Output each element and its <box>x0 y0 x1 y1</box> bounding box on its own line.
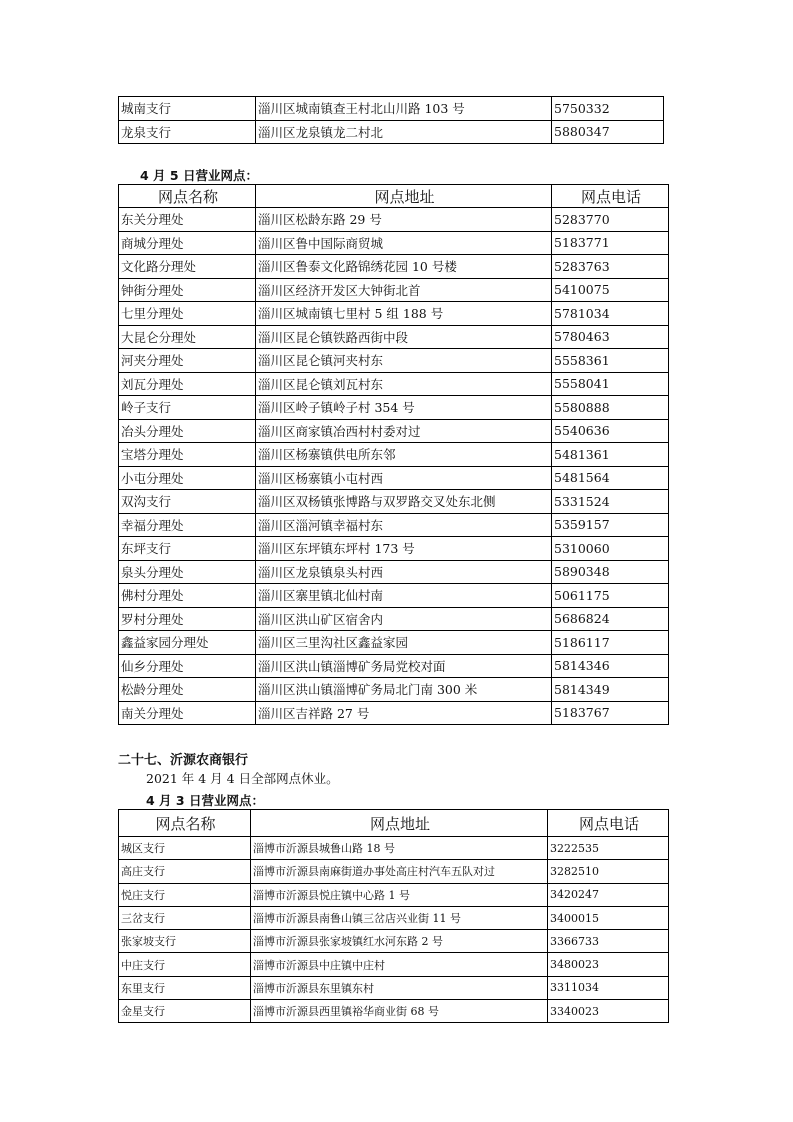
column-header-phone: 网点电话 <box>548 810 669 837</box>
branch-name-cell: 小屯分理处 <box>119 466 256 490</box>
branch-name-cell: 东里支行 <box>119 976 251 999</box>
branch-name-cell: 金星支行 <box>119 1000 251 1023</box>
table-row <box>119 466 669 490</box>
branch-phone-cell: 5183771 <box>552 231 669 255</box>
branch-address-cell: 淄川区商家镇冶西村村委对过 <box>256 419 552 443</box>
branch-table-apr3 <box>118 809 669 1023</box>
branch-phone-cell: 5359157 <box>552 513 669 537</box>
branch-phone-cell: 5814349 <box>552 678 669 702</box>
branch-address-cell: 淄博市沂源县张家坡镇红水河东路 2 号 <box>251 930 548 953</box>
table-row <box>119 372 669 396</box>
branch-phone-cell: 3366733 <box>548 930 669 953</box>
table-header-row <box>119 810 669 837</box>
branch-phone-cell: 5781034 <box>552 302 669 326</box>
branch-name-cell: 幸福分理处 <box>119 513 256 537</box>
branch-phone-cell: 5540636 <box>552 419 669 443</box>
branch-table-continued <box>118 96 664 144</box>
branch-phone-cell: 5283763 <box>552 255 669 279</box>
branch-phone-cell: 5558041 <box>552 372 669 396</box>
branch-name-cell: 双沟支行 <box>119 490 256 514</box>
column-header-address: 网点地址 <box>251 810 548 837</box>
branch-name-cell: 罗村分理处 <box>119 607 256 631</box>
branch-phone-cell: 5481361 <box>552 443 669 467</box>
branch-address-cell: 淄博市沂源县南麻街道办事处高庄村汽车五队对过 <box>251 860 548 883</box>
table-row <box>119 208 669 232</box>
closure-note: 2021 年 4 月 4 日全部网点休业。 <box>146 771 339 786</box>
table-row <box>119 396 669 420</box>
branch-address-cell: 淄川区昆仑镇刘瓦村东 <box>256 372 552 396</box>
branch-phone-cell: 5331524 <box>552 490 669 514</box>
branch-name-cell: 中庄支行 <box>119 953 251 976</box>
section-title: 二十七、沂源农商银行 <box>118 753 249 768</box>
branch-name-cell: 佛村分理处 <box>119 584 256 608</box>
branch-address-cell: 淄川区龙泉镇龙二村北 <box>256 120 552 144</box>
branch-address-cell: 淄川区杨寨镇小屯村西 <box>256 466 552 490</box>
branch-name-cell: 东坪支行 <box>119 537 256 561</box>
branch-address-cell: 淄川区松龄东路 29 号 <box>256 208 552 232</box>
branch-phone-cell: 5814346 <box>552 654 669 678</box>
branch-name-cell: 悦庄支行 <box>119 883 251 906</box>
table-row <box>119 278 669 302</box>
table-row <box>119 255 669 279</box>
branch-address-cell: 淄川区双杨镇张博路与双罗路交叉处东北侧 <box>256 490 552 514</box>
column-header-phone: 网点电话 <box>552 185 669 208</box>
branch-phone-cell: 3480023 <box>548 953 669 976</box>
branch-name-cell: 宝塔分理处 <box>119 443 256 467</box>
branch-address-cell: 淄川区淄河镇幸福村东 <box>256 513 552 537</box>
branch-address-cell: 淄博市沂源县南鲁山镇三岔店兴业街 11 号 <box>251 906 548 929</box>
branch-name-cell: 张家坡支行 <box>119 930 251 953</box>
branch-table-apr5 <box>118 184 669 725</box>
branch-address-cell: 淄川区东坪镇东坪村 173 号 <box>256 537 552 561</box>
branch-phone-cell: 5880347 <box>552 120 664 144</box>
table-row <box>119 513 669 537</box>
branch-phone-cell: 5310060 <box>552 537 669 561</box>
branch-address-cell: 淄川区鲁泰文化路锦绣花园 10 号楼 <box>256 255 552 279</box>
branch-address-cell: 淄川区昆仑镇铁路西街中段 <box>256 325 552 349</box>
table-row <box>119 654 669 678</box>
branch-name-cell: 大昆仑分理处 <box>119 325 256 349</box>
branch-phone-cell: 5780463 <box>552 325 669 349</box>
branch-name-cell: 文化路分理处 <box>119 255 256 279</box>
branch-phone-cell: 5750332 <box>552 97 664 121</box>
table-row <box>119 97 664 121</box>
table-row <box>119 419 669 443</box>
branch-phone-cell: 5283770 <box>552 208 669 232</box>
table-row <box>119 906 669 929</box>
branch-name-cell: 三岔支行 <box>119 906 251 929</box>
branch-address-cell: 淄川区岭子镇岭子村 354 号 <box>256 396 552 420</box>
branch-phone-cell: 5061175 <box>552 584 669 608</box>
table-row <box>119 860 669 883</box>
branch-address-cell: 淄川区杨寨镇供电所东邻 <box>256 443 552 467</box>
branch-phone-cell: 3420247 <box>548 883 669 906</box>
table-row <box>119 231 669 255</box>
branch-address-cell: 淄博市沂源县城鲁山路 18 号 <box>251 837 548 860</box>
table-row <box>119 976 669 999</box>
branch-name-cell: 钟街分理处 <box>119 278 256 302</box>
table-row <box>119 883 669 906</box>
branch-phone-cell: 5686824 <box>552 607 669 631</box>
branch-address-cell: 淄川区吉祥路 27 号 <box>256 701 552 725</box>
branch-name-cell: 东关分理处 <box>119 208 256 232</box>
branch-name-cell: 泉头分理处 <box>119 560 256 584</box>
branch-address-cell: 淄川区城南镇七里村 5 组 188 号 <box>256 302 552 326</box>
column-header-name: 网点名称 <box>119 185 256 208</box>
table-row <box>119 701 669 725</box>
branch-address-cell: 淄川区经济开发区大钟街北首 <box>256 278 552 302</box>
table-row <box>119 631 669 655</box>
branch-name-cell: 高庄支行 <box>119 860 251 883</box>
table-row <box>119 490 669 514</box>
branch-name-cell: 河夹分理处 <box>119 349 256 373</box>
branch-name-cell: 商城分理处 <box>119 231 256 255</box>
table-row <box>119 930 669 953</box>
table-row <box>119 443 669 467</box>
branch-address-cell: 淄博市沂源县西里镇裕华商业街 68 号 <box>251 1000 548 1023</box>
heading-apr5-open-branches: 4 月 5 日营业网点： <box>140 168 258 183</box>
table-row <box>119 837 669 860</box>
table-row <box>119 120 664 144</box>
table-row <box>119 1000 669 1023</box>
table-header-row <box>119 185 669 208</box>
table-row <box>119 325 669 349</box>
branch-phone-cell: 3222535 <box>548 837 669 860</box>
branch-address-cell: 淄川区寨里镇北仙村南 <box>256 584 552 608</box>
branch-phone-cell: 5890348 <box>552 560 669 584</box>
branch-name-cell: 城区支行 <box>119 837 251 860</box>
branch-name-cell: 七里分理处 <box>119 302 256 326</box>
branch-name-cell: 鑫益家园分理处 <box>119 631 256 655</box>
table-row <box>119 349 669 373</box>
table-row <box>119 560 669 584</box>
table-row <box>119 678 669 702</box>
branch-address-cell: 淄博市沂源县悦庄镇中心路 1 号 <box>251 883 548 906</box>
table-row <box>119 537 669 561</box>
branch-phone-cell: 3311034 <box>548 976 669 999</box>
branch-phone-cell: 5186117 <box>552 631 669 655</box>
branch-name-cell: 松龄分理处 <box>119 678 256 702</box>
table-row <box>119 607 669 631</box>
branch-phone-cell: 5183767 <box>552 701 669 725</box>
branch-name-cell: 冶头分理处 <box>119 419 256 443</box>
table-row <box>119 302 669 326</box>
branch-phone-cell: 3282510 <box>548 860 669 883</box>
branch-address-cell: 淄川区洪山镇淄博矿务局北门南 300 米 <box>256 678 552 702</box>
branch-address-cell: 淄川区城南镇查王村北山川路 103 号 <box>256 97 552 121</box>
heading-apr3-open-branches: 4 月 3 日营业网点： <box>146 793 264 808</box>
branch-name-cell: 城南支行 <box>119 97 256 121</box>
branch-phone-cell: 3340023 <box>548 1000 669 1023</box>
branch-name-cell: 刘瓦分理处 <box>119 372 256 396</box>
column-header-address: 网点地址 <box>256 185 552 208</box>
column-header-name: 网点名称 <box>119 810 251 837</box>
branch-address-cell: 淄川区龙泉镇泉头村西 <box>256 560 552 584</box>
branch-phone-cell: 5481564 <box>552 466 669 490</box>
branch-phone-cell: 5410075 <box>552 278 669 302</box>
branch-address-cell: 淄川区鲁中国际商贸城 <box>256 231 552 255</box>
branch-name-cell: 岭子支行 <box>119 396 256 420</box>
branch-name-cell: 仙乡分理处 <box>119 654 256 678</box>
branch-address-cell: 淄川区昆仑镇河夹村东 <box>256 349 552 373</box>
branch-phone-cell: 3400015 <box>548 906 669 929</box>
branch-address-cell: 淄川区洪山矿区宿舍内 <box>256 607 552 631</box>
table-row <box>119 584 669 608</box>
branch-address-cell: 淄川区三里沟社区鑫益家园 <box>256 631 552 655</box>
branch-address-cell: 淄博市沂源县东里镇东村 <box>251 976 548 999</box>
branch-phone-cell: 5580888 <box>552 396 669 420</box>
branch-phone-cell: 5558361 <box>552 349 669 373</box>
branch-address-cell: 淄博市沂源县中庄镇中庄村 <box>251 953 548 976</box>
branch-address-cell: 淄川区洪山镇淄博矿务局党校对面 <box>256 654 552 678</box>
branch-name-cell: 龙泉支行 <box>119 120 256 144</box>
table-row <box>119 953 669 976</box>
branch-name-cell: 南关分理处 <box>119 701 256 725</box>
